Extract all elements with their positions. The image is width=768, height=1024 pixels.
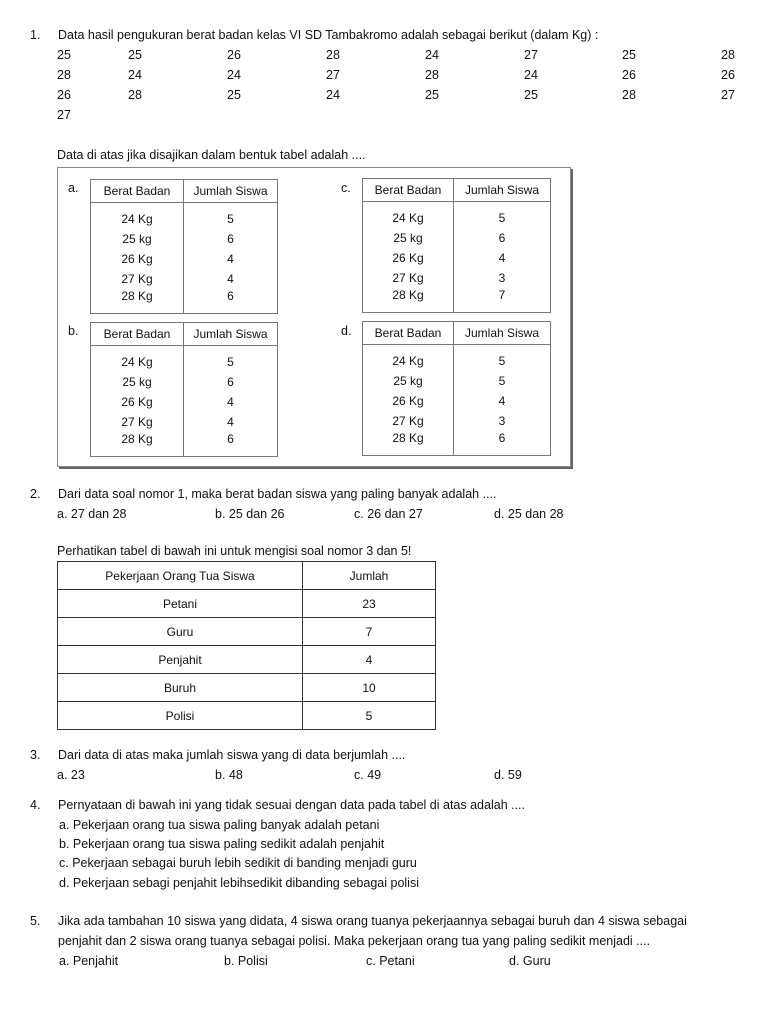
table-cell: 4 [454, 391, 551, 411]
weight-value: 27 [524, 48, 538, 62]
table-row [363, 202, 551, 229]
weight-value: 27 [721, 88, 735, 102]
question-number: 5. [30, 914, 41, 928]
option-b-table [90, 322, 278, 457]
table-cell: 4 [184, 269, 278, 289]
table-header: Jumlah Siswa [184, 323, 278, 346]
table-cell: 6 [184, 289, 278, 314]
table-row [363, 248, 551, 268]
table-cell: 10 [303, 674, 436, 702]
q5-choice-d[interactable]: d. Guru [509, 954, 551, 968]
table-cell: 6 [454, 228, 551, 248]
table-header: Jumlah Siswa [454, 322, 551, 345]
table-cell: 25 kg [363, 228, 454, 248]
weight-value: 24 [326, 88, 340, 102]
table-row [91, 392, 278, 412]
table-cell: 4 [303, 646, 436, 674]
question-text: Data hasil pengukuran berat badan kelas VI SD Tambakromo adalah sebagai berikut (dalam Kg) : [58, 28, 599, 42]
table-cell: 27 Kg [91, 412, 184, 432]
weight-value: 28 [128, 88, 142, 102]
table-row [363, 228, 551, 248]
weight-value: 27 [57, 108, 71, 122]
table-cell: Buruh [58, 674, 303, 702]
table-row [91, 412, 278, 432]
weight-value: 24 [425, 48, 439, 62]
table-cell: 4 [454, 248, 551, 268]
weight-value: 25 [425, 88, 439, 102]
table-row [363, 268, 551, 288]
q5-choice-a[interactable]: a. Penjahit [59, 954, 119, 968]
table-cell: 26 Kg [91, 392, 184, 412]
table-cell: Polisi [58, 702, 303, 730]
table-row [58, 674, 436, 702]
table-row [58, 702, 436, 730]
question-text: Jika ada tambahan 10 siswa yang didata, 4 siswa orang tuanya pekerjaannya sebagai buruh dan 4 siswa sebagai [58, 914, 687, 928]
table-cell: 6 [184, 229, 278, 249]
table-row [91, 229, 278, 249]
table-cell: 26 Kg [91, 249, 184, 269]
table-cell: 23 [303, 590, 436, 618]
table-cell: 5 [303, 702, 436, 730]
table-cell: 5 [454, 371, 551, 391]
weight-value: 28 [57, 68, 71, 82]
weight-value: 28 [622, 88, 636, 102]
table-row [363, 371, 551, 391]
table-cell: 7 [303, 618, 436, 646]
q4-choice-c[interactable]: c. Pekerjaan sebagai buruh lebih sedikit di banding menjadi guru [59, 856, 417, 870]
table-cell: 25 kg [363, 371, 454, 391]
table-cell: 6 [454, 431, 551, 456]
table-cell: 4 [184, 412, 278, 432]
table-cell: Petani [58, 590, 303, 618]
table-cell: 28 Kg [91, 432, 184, 457]
table-cell: 5 [184, 203, 278, 230]
table-row [91, 203, 278, 230]
question-number: 4. [30, 798, 41, 812]
option-c-table [362, 178, 551, 313]
question-1 [30, 28, 750, 42]
table-cell: 4 [184, 249, 278, 269]
table-row [363, 345, 551, 372]
question-number: 2. [30, 487, 41, 501]
question-text: Pernyataan di bawah ini yang tidak sesuai dengan data pada tabel di atas adalah .... [58, 798, 526, 812]
table-cell: 6 [184, 372, 278, 392]
table-header: Jumlah [303, 562, 436, 590]
table-header: Pekerjaan Orang Tua Siswa [58, 562, 303, 590]
table-cell: 5 [184, 346, 278, 373]
table-cell: 3 [454, 411, 551, 431]
table-cell: 24 Kg [363, 345, 454, 372]
table-row [58, 618, 436, 646]
q4-choice-a[interactable]: a. Pekerjaan orang tua siswa paling banyak adalah petani [59, 818, 380, 832]
question-text: Dari data soal nomor 1, maka berat badan siswa yang paling banyak adalah .... [58, 487, 497, 501]
job-table [57, 561, 436, 730]
question-3 [30, 748, 750, 762]
instruction-text: Perhatikan tabel di bawah ini untuk mengisi soal nomor 3 dan 5! [57, 544, 412, 558]
q4-choice-d[interactable]: d. Pekerjaan sebagi penjahit lebihsedikit dibanding sebagai polisi [59, 876, 419, 890]
table-cell: 6 [184, 432, 278, 457]
q3-choice-a[interactable]: a. 23 [57, 768, 85, 782]
weight-value: 26 [622, 68, 636, 82]
table-row [91, 372, 278, 392]
table-cell: 24 Kg [363, 202, 454, 229]
q5-choice-b[interactable]: b. Polisi [224, 954, 268, 968]
question-4 [30, 798, 750, 812]
weight-value: 28 [326, 48, 340, 62]
weight-value: 25 [524, 88, 538, 102]
q2-choice-b[interactable]: b. 25 dan 26 [215, 507, 285, 521]
q4-choice-b[interactable]: b. Pekerjaan orang tua siswa paling sedikit adalah penjahit [59, 837, 385, 851]
weight-value: 27 [326, 68, 340, 82]
option-b-label[interactable]: b. [68, 324, 79, 338]
table-cell: 7 [454, 288, 551, 313]
table-cell: 24 Kg [91, 346, 184, 373]
question-text: Dari data di atas maka jumlah siswa yang di data berjumlah .... [58, 748, 406, 762]
option-a-label[interactable]: a. [68, 181, 79, 195]
option-d-table [362, 321, 551, 456]
table-header: Berat Badan [91, 323, 184, 346]
table-cell: 4 [184, 392, 278, 412]
q2-choice-c[interactable]: c. 26 dan 27 [354, 507, 423, 521]
weight-value: 25 [622, 48, 636, 62]
q2-choice-d[interactable]: d. 25 dan 28 [494, 507, 564, 521]
option-d-label[interactable]: d. [341, 324, 352, 338]
table-row [91, 269, 278, 289]
weight-value: 25 [227, 88, 241, 102]
q5-choice-c[interactable]: c. Petani [366, 954, 415, 968]
table-row [91, 249, 278, 269]
q3-choice-d[interactable]: d. 59 [494, 768, 522, 782]
weight-value: 26 [721, 68, 735, 82]
question-1-prompt: Data di atas jika disajikan dalam bentuk tabel adalah .... [57, 148, 366, 162]
q3-choice-c[interactable]: c. 49 [354, 768, 382, 782]
table-row [363, 288, 551, 313]
table-row [363, 391, 551, 411]
option-a-table [90, 179, 278, 314]
table-row [363, 411, 551, 431]
weight-value: 24 [227, 68, 241, 82]
table-header: Berat Badan [91, 180, 184, 203]
table-header: Berat Badan [363, 322, 454, 345]
table-cell: 3 [454, 268, 551, 288]
table-cell: Guru [58, 618, 303, 646]
q2-choice-a[interactable]: a. 27 dan 28 [57, 507, 127, 521]
table-header: Jumlah Siswa [184, 180, 278, 203]
table-cell: 27 Kg [91, 269, 184, 289]
table-row [91, 432, 278, 457]
table-cell: 26 Kg [363, 248, 454, 268]
table-row [91, 346, 278, 373]
question-5-text-cont: penjahit dan 2 siswa orang tuanya sebagai polisi. Maka pekerjaan orang tua yang paling sedikit menjadi .... [58, 934, 651, 948]
q3-choice-b[interactable]: b. 48 [215, 768, 243, 782]
table-cell: 28 Kg [363, 431, 454, 456]
table-row [58, 646, 436, 674]
table-row [58, 590, 436, 618]
weight-value: 25 [128, 48, 142, 62]
table-row [91, 289, 278, 314]
table-cell: Penjahit [58, 646, 303, 674]
table-cell: 24 Kg [91, 203, 184, 230]
question-number: 1. [30, 28, 41, 42]
table-cell: 5 [454, 345, 551, 372]
table-cell: 5 [454, 202, 551, 229]
weight-value: 28 [721, 48, 735, 62]
table-cell: 25 kg [91, 372, 184, 392]
table-header: Berat Badan [363, 179, 454, 202]
table-cell: 27 Kg [363, 268, 454, 288]
question-2 [30, 487, 750, 501]
weight-value: 24 [128, 68, 142, 82]
weight-value: 28 [425, 68, 439, 82]
option-c-label[interactable]: c. [341, 181, 351, 195]
question-number: 3. [30, 748, 41, 762]
table-cell: 27 Kg [363, 411, 454, 431]
table-cell: 28 Kg [363, 288, 454, 313]
weight-value: 25 [57, 48, 71, 62]
weight-value: 26 [227, 48, 241, 62]
weight-value: 24 [524, 68, 538, 82]
table-cell: 26 Kg [363, 391, 454, 411]
table-header: Jumlah Siswa [454, 179, 551, 202]
table-cell: 28 Kg [91, 289, 184, 314]
question-5 [30, 914, 750, 928]
weight-value: 26 [57, 88, 71, 102]
table-cell: 25 kg [91, 229, 184, 249]
table-row [363, 431, 551, 456]
